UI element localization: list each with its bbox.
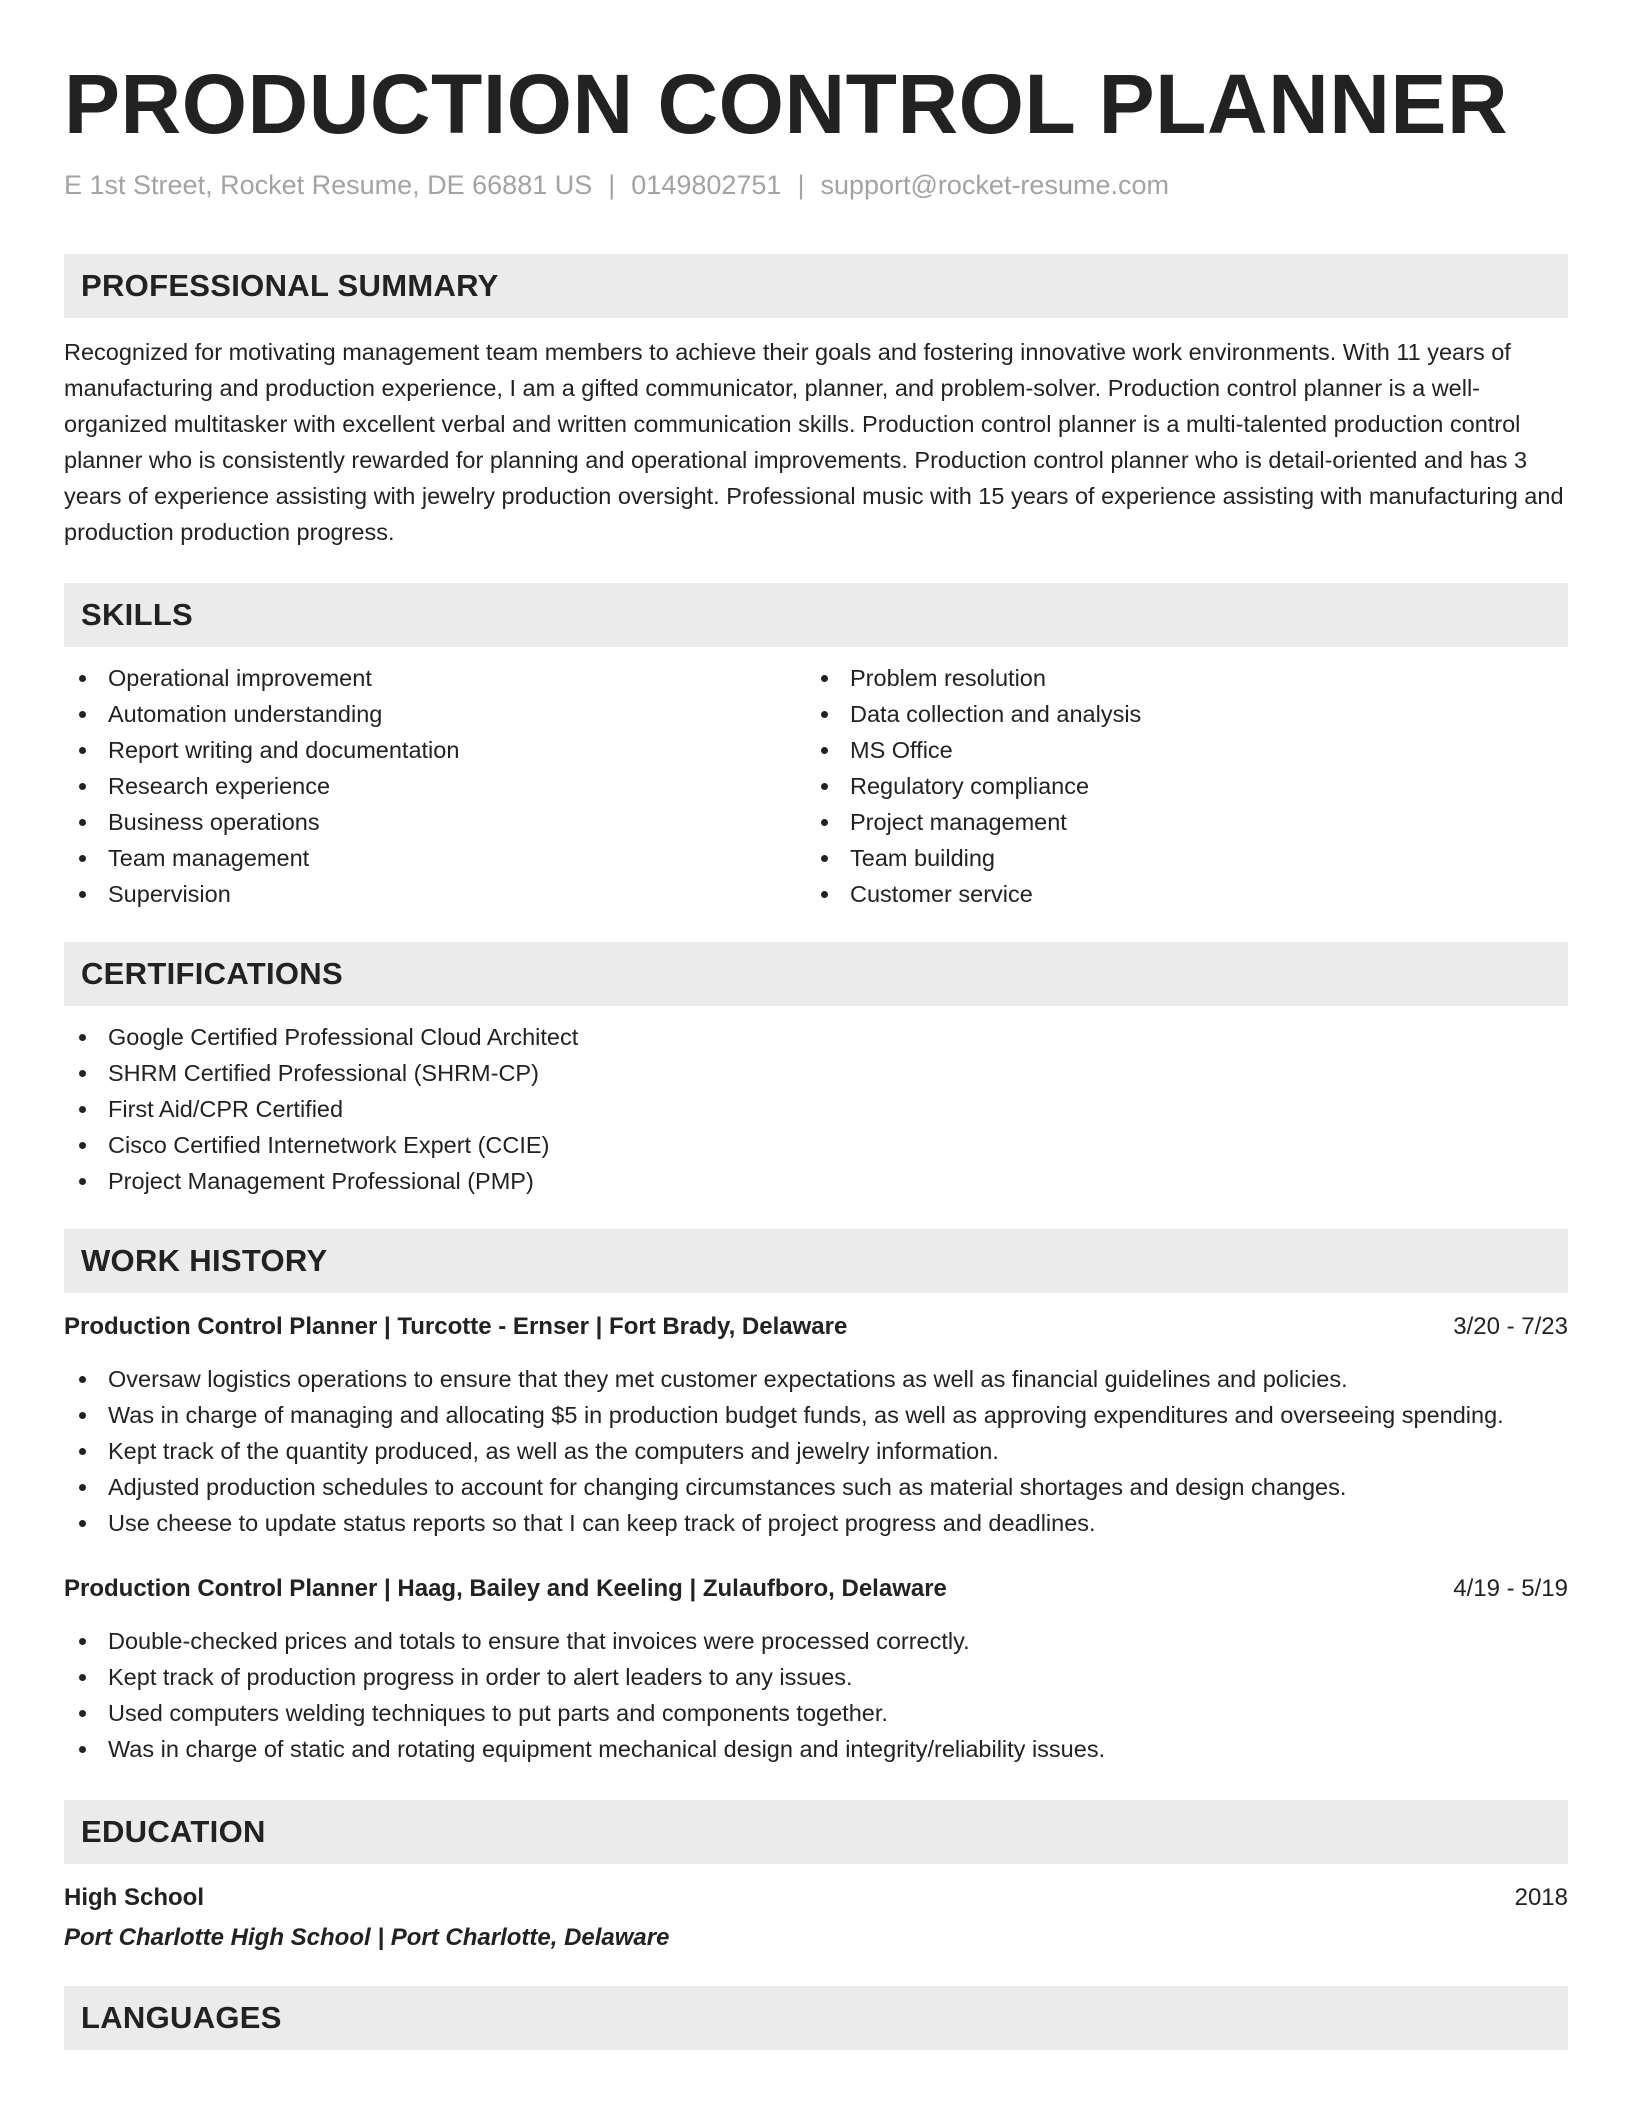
email[interactable]: support@rocket-resume.com [820,170,1169,200]
job-bullet: Was in charge of managing and allocating $5 in production budget funds, as well as approving expenditures and overseeing spending. [64,1397,1568,1433]
job-title-row [64,1309,1568,1345]
job-bullet: Was in charge of static and rotating equipment mechanical design and integrity/reliability issues. [64,1731,1568,1767]
section-heading-languages: LANGUAGES [64,1986,1568,2050]
education-year: 2018 [1514,1884,1568,1911]
job-bullet: Oversaw logistics operations to ensure that they met customer expectations as well as financial guidelines and policies. [64,1361,1568,1397]
contact-line [64,168,1568,202]
job-bullet: Use cheese to update status reports so that I can keep track of project progress and deadlines. [64,1505,1568,1541]
skill-item: Supervision [64,876,806,912]
job-entry [64,1571,1568,1767]
skill-item: MS Office [806,732,1548,768]
contact-separator: | [608,170,616,200]
job-title: Production Control Planner | Turcotte - Ernser | Fort Brady, Delaware [64,1313,848,1340]
job-bullet: Used computers welding techniques to put parts and components together. [64,1695,1568,1731]
summary-text: Recognized for motivating management team members to achieve their goals and fostering innovative work environments. With 11 years of manufacturing and production experience, I am a gifted communicator, planner, and problem-solver. Production control planner is a well-organized multitasker with excellent verbal and written communication skills. Production control planner is a multi-talented production control planner who is consistently rewarded for planning and operational improvements. Production control planner who is detail-oriented and has 3 years of experience assisting with jewelry production oversight. Professional music with 15 years of experience assisting with manufacturing and production production progress. [64,339,1564,545]
section-heading-skills: SKILLS [64,583,1568,647]
skill-item: Business operations [64,804,806,840]
certification-item: Project Management Professional (PMP) [64,1163,1568,1199]
skill-item: Project management [806,804,1548,840]
skills-grid [64,660,1568,912]
certification-item: Cisco Certified Internetwork Expert (CCIE) [64,1127,1568,1163]
skill-item: Regulatory compliance [806,768,1548,804]
job-title: Production Control Planner | Haag, Bailey and Keeling | Zulaufboro, Delaware [64,1575,947,1602]
skill-item: Team building [806,840,1548,876]
skill-item: Research experience [64,768,806,804]
job-bullet: Adjusted production schedules to account for changing circumstances such as material shortages and design changes. [64,1469,1568,1505]
job-bullet: Kept track of production progress in order to alert leaders to any issues. [64,1659,1568,1695]
section-heading-certifications: CERTIFICATIONS [64,942,1568,1006]
education-school: Port Charlotte High School | Port Charlotte, Delaware [64,1924,670,1951]
phone: 0149802751 [631,170,782,200]
education-row [64,1880,1568,1916]
job-title-row [64,1571,1568,1607]
skill-item: Automation understanding [64,696,806,732]
candidate-name: PRODUCTION CONTROL PLANNER [64,57,1509,151]
skill-item: Team management [64,840,806,876]
education-degree: High School [64,1884,204,1911]
skill-item: Operational improvement [64,660,806,696]
certification-item: SHRM Certified Professional (SHRM-CP) [64,1055,1568,1091]
certification-item: First Aid/CPR Certified [64,1091,1568,1127]
certification-item: Google Certified Professional Cloud Architect [64,1019,1568,1055]
job-dates: 3/20 - 7/23 [1453,1313,1568,1340]
job-bullet: Double-checked prices and totals to ensure that invoices were processed correctly. [64,1623,1568,1659]
skill-item: Customer service [806,876,1548,912]
contact-separator: | [797,170,805,200]
skills-list-left [64,660,806,912]
skill-item: Data collection and analysis [806,696,1548,732]
job-entry [64,1309,1568,1541]
job-bullet: Kept track of the quantity produced, as well as the computers and jewelry information. [64,1433,1568,1469]
section-heading-education: EDUCATION [64,1800,1568,1864]
job-bullet-list [64,1623,1568,1767]
section-heading-summary: PROFESSIONAL SUMMARY [64,254,1568,318]
skills-list-right [806,660,1548,912]
section-heading-work-history: WORK HISTORY [64,1229,1568,1293]
skill-item: Problem resolution [806,660,1548,696]
address: E 1st Street, Rocket Resume, DE 66881 US [64,170,593,200]
certifications-list [64,1019,1568,1199]
job-dates: 4/19 - 5/19 [1453,1575,1568,1602]
job-bullet-list [64,1361,1568,1541]
skill-item: Report writing and documentation [64,732,806,768]
